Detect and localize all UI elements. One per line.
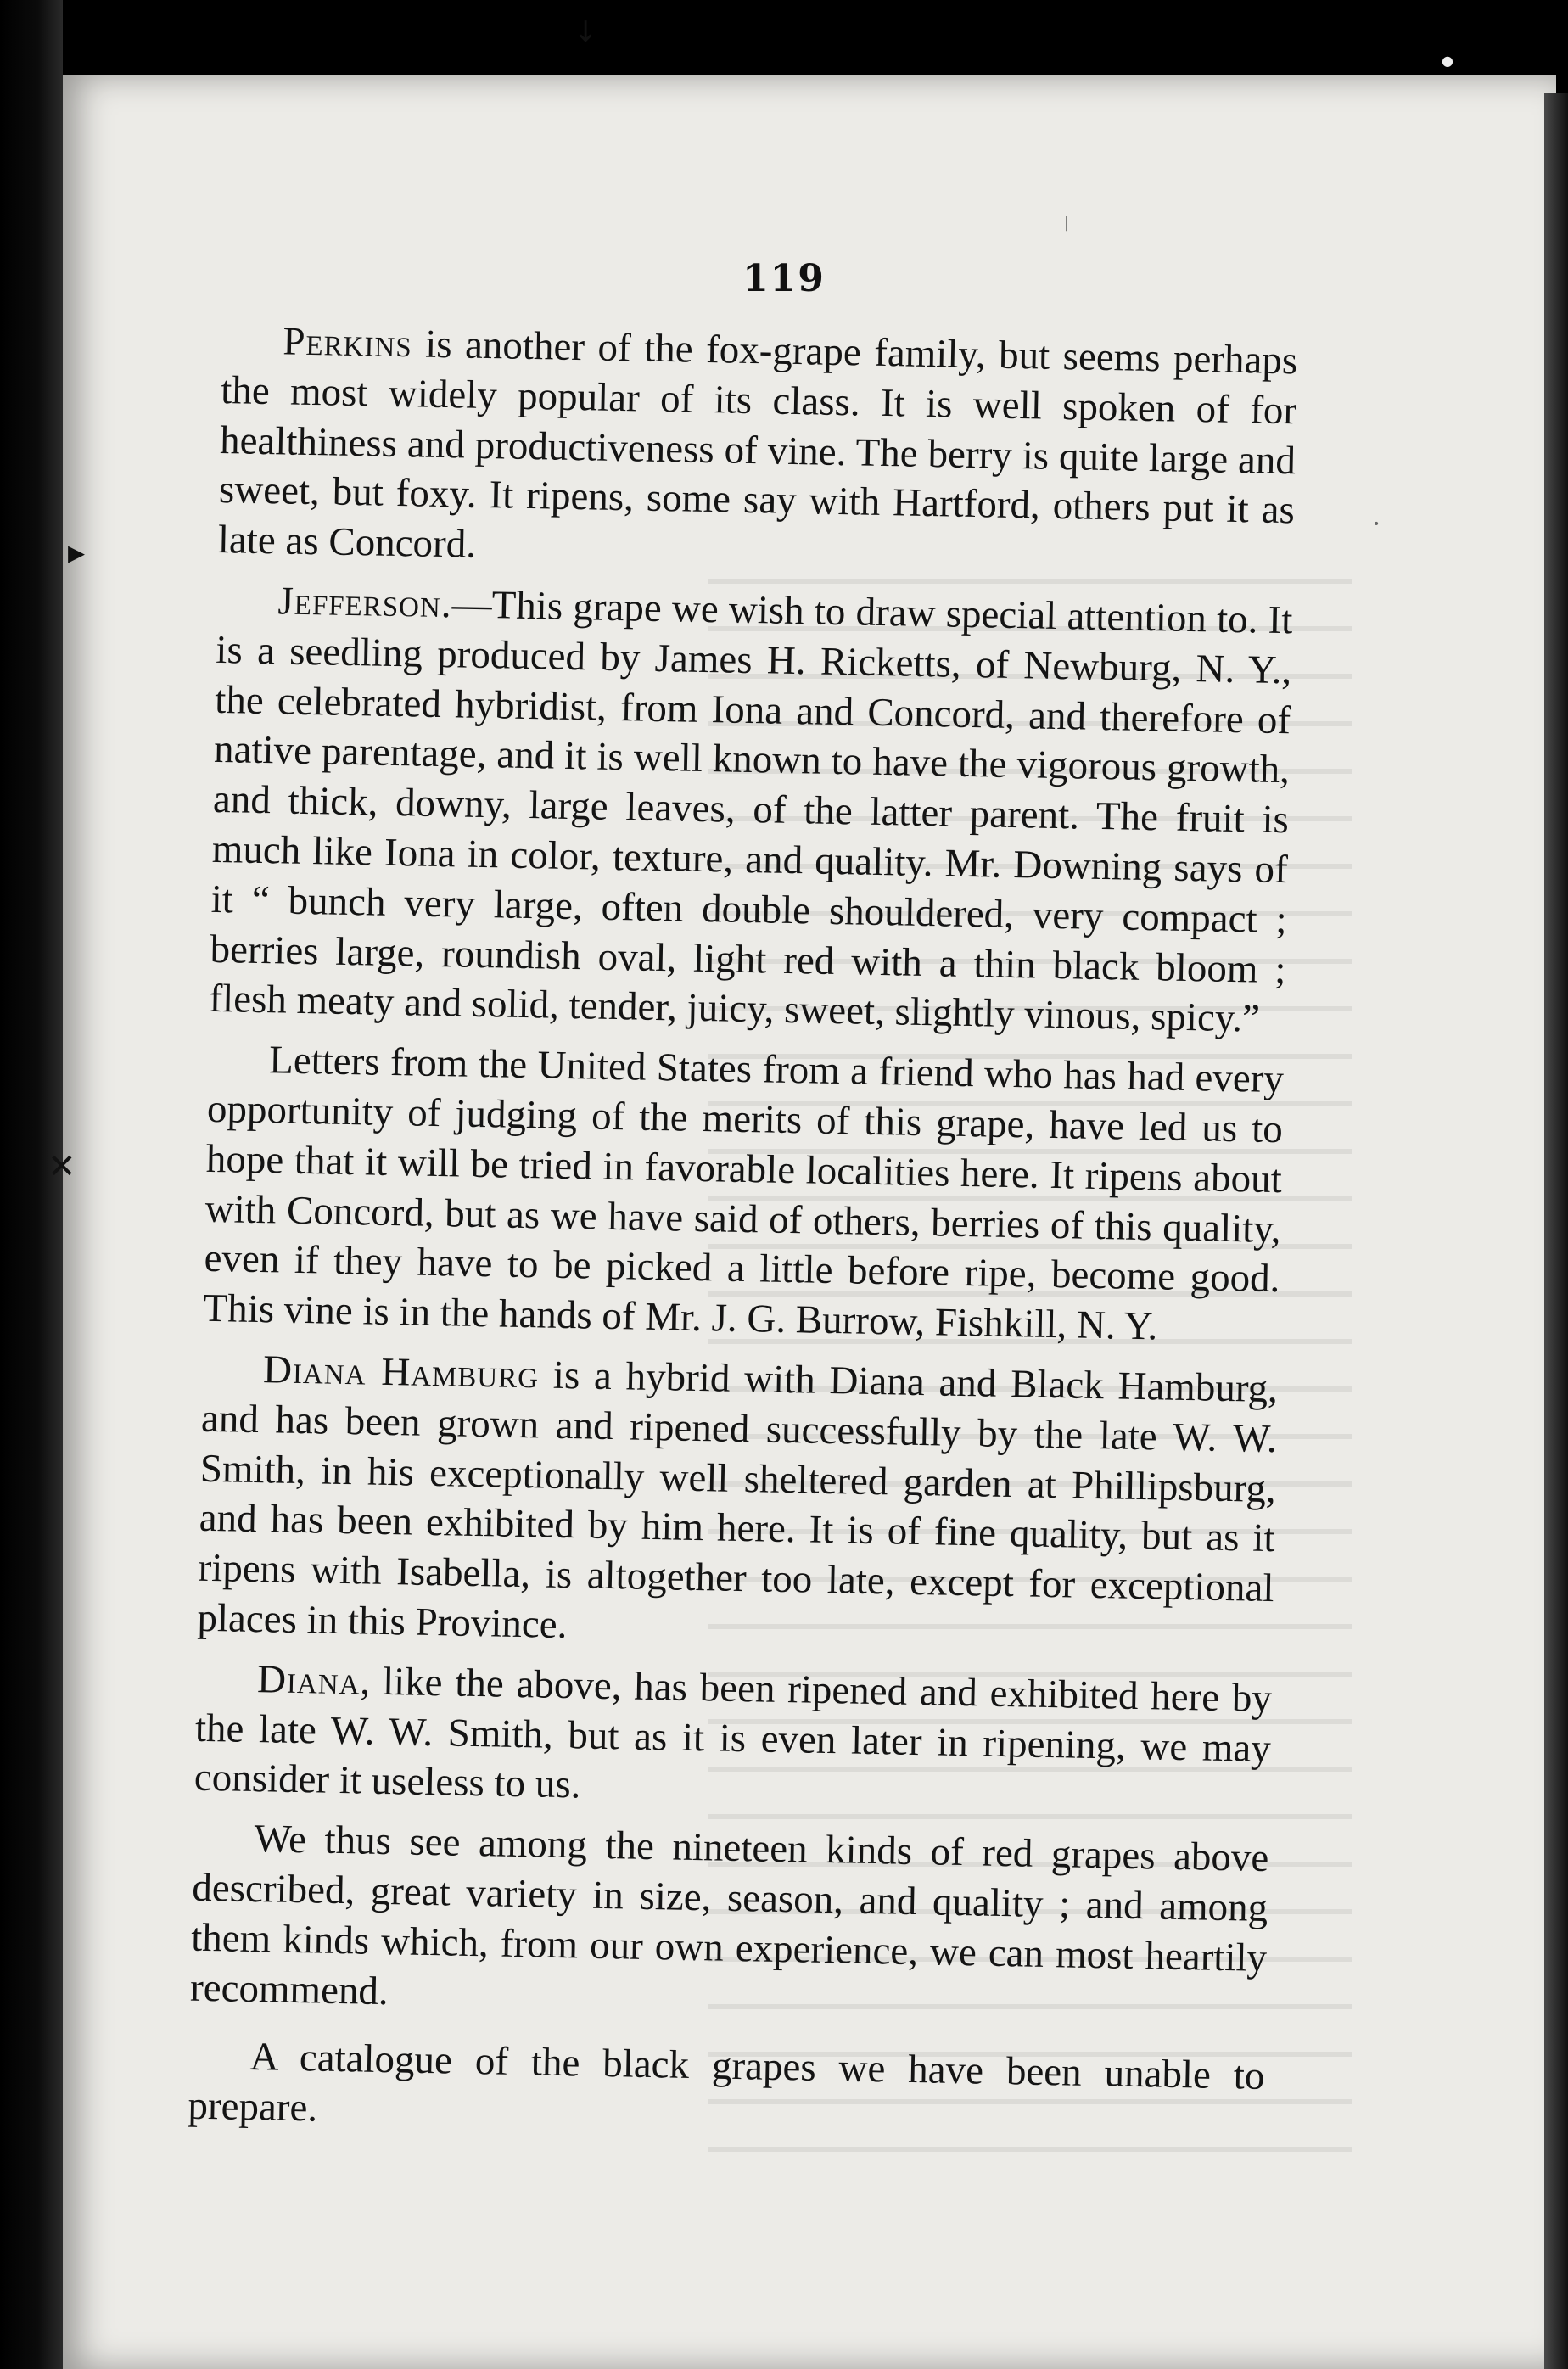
margin-mark: ▸ [68,533,86,572]
paragraph-letters [203,1034,1285,1354]
variety-name: Perkins [282,319,413,367]
paragraph-text: is another of the fox-grape family, but seems perhaps the most widely popular of its class. It is well spoken of for healthiness and productiveness of vine. The berry is quite large and sweet, but foxy. It ripens, some say with Hartford, others put it as late as Concord. [217,322,1298,567]
paragraph-text: We thus see among the nineteen kinds of red grapes above described, great variety in size, season, and quality ; and among them kinds which, from our own experience, we can most heartily recommend. [189,1817,1269,2013]
paragraph-diana-hamburg [197,1344,1279,1664]
scan-mark: | [1064,214,1070,232]
paragraph-text: is a hybrid with Diana and Black Hamburg, and has been grown and ripened successfully by the late W. W. Smith, in his exceptionally well sheltered garden at Phillipsburg, and has been exhibited by him here. It is of fine quality, but as it ripens with Isabella, is altogether too late, except for exceptional places in this Province. [197,1353,1279,1648]
page-edge [1544,93,1568,2369]
page-number: 119 [742,257,826,300]
body-text [188,316,1298,2162]
scan-mark: • [1373,518,1380,531]
paragraph-text: , like the above, has been ripened and exhibited here by the late W. W. Smith, but as it is even later in ripening, we may consider it useless to us. [193,1659,1273,1807]
paragraph-closing [188,2031,1265,2152]
paragraph-text: A catalogue of the black grapes we have been unable to prepare. [187,2035,1265,2131]
paragraph-perkins [217,316,1297,585]
variety-name: Jefferson. [277,579,453,627]
paragraph-text: —This grape we wish to draw special attention to. It is a seedling produced by James H. Ricketts, of Newburg, N. Y., the celebrated hybridist, from Iona and Concord, and therefore of native parentage, and it is well known to have the vigorous growth, and thick, downy, large leaves, of the latter parent. The fruit is much like Iona in color, texture, and quality. Mr. Downing says of it “ bunch very large, often double shouldered, very compact ; berries large, roundish oval, light red with a thin black bloom ; flesh meaty and solid, tender, juicy, sweet, slightly vinous, spicy.” [209,582,1293,1041]
paragraph-text: Letters from the United States from a friend who has had every opportunity of judging of the merits of this grape, have led us to hope that it will be tried in favorable localities here. It ripens about with Concord, but as we have said of others, berries of this quality, even if they have to be picked a little before ripe, become good. This vine is in the hands of Mr. J. G. Burrow, Fishkill, N. Y. [203,1038,1285,1349]
variety-name: Diana [256,1656,361,1704]
paragraph-diana [193,1653,1272,1823]
scan-mark: ↓ [574,15,598,49]
paragraph-jefferson [209,575,1293,1044]
paragraph-summary [190,1813,1269,2033]
margin-mark: ✕ [48,1147,76,1186]
scan-mark: ● [1442,53,1453,69]
variety-name: Diana Hamburg [262,1347,540,1397]
